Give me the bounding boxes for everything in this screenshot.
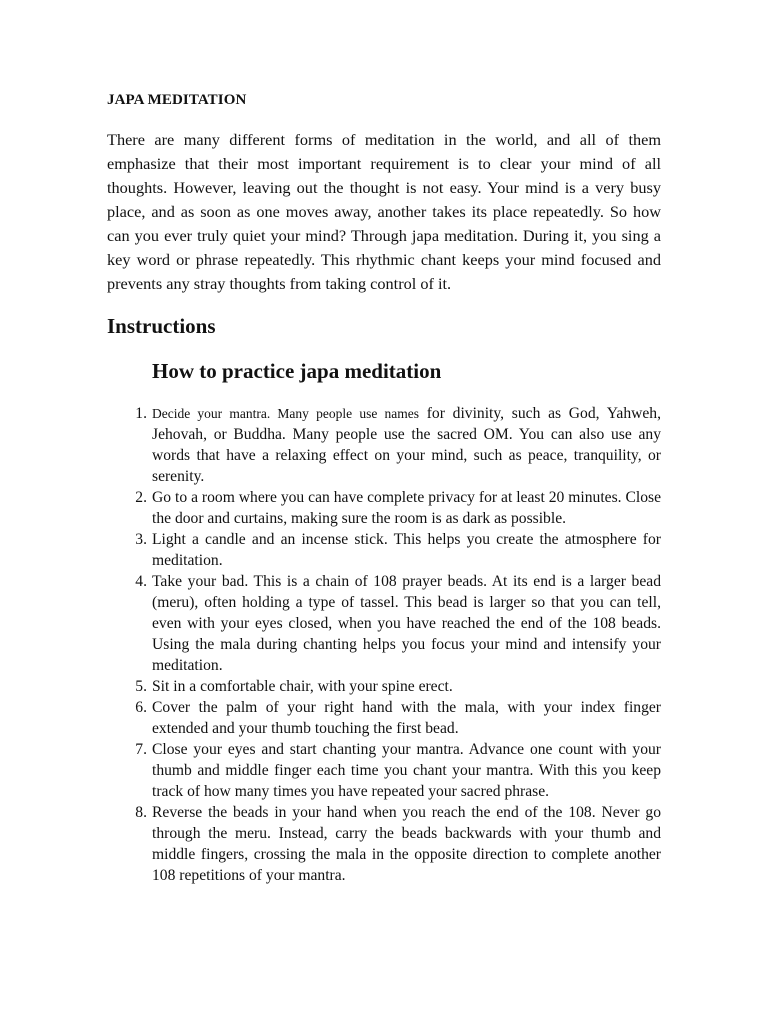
step-number: 5. bbox=[135, 678, 147, 695]
step-number: 3. bbox=[135, 531, 147, 548]
step-text: Sit in a comfortable chair, with your spine erect. bbox=[152, 678, 453, 695]
sub-heading: How to practice japa meditation bbox=[152, 359, 442, 383]
step-number: 8. bbox=[135, 804, 147, 821]
step-text: Cover the palm of your right hand with the mala, with your index finger extended and your thumb touching the first bead. bbox=[152, 699, 661, 737]
step-text: Reverse the beads in your hand when you reach the end of the 108. Never go through the meru. Instead, carry the beads backwards with your thumb and middle fingers, crossing the mala in the opposite direction to complete another 108 repetitions of your mantra. bbox=[152, 804, 661, 884]
step-text: Take your bad. This is a chain of 108 prayer beads. At its end is a larger bead (meru), often holding a type of tassel. This bead is larger so that you can tell, even with your eyes closed, when you have reached the end of the 108 beads. Using the mala during chanting helps you focus your mind and intensify your meditation. bbox=[152, 573, 661, 674]
steps-list bbox=[135, 403, 661, 886]
step-number: 4. bbox=[135, 573, 147, 590]
step-item bbox=[135, 571, 661, 676]
step-item bbox=[135, 529, 661, 571]
step-number: 7. bbox=[135, 741, 147, 758]
step-item bbox=[135, 802, 661, 886]
step-item bbox=[135, 403, 661, 487]
step-text: Go to a room where you can have complete privacy for at least 20 minutes. Close the door and curtains, making sure the room is as dark as possible. bbox=[152, 489, 661, 527]
step-text: Light a candle and an incense stick. This helps you create the atmosphere for meditation. bbox=[152, 531, 661, 569]
step-text: Close your eyes and start chanting your mantra. Advance one count with your thumb and middle finger each time you chant your mantra. With this you keep track of how many times you have repeated your sacred phrase. bbox=[152, 741, 661, 800]
step-number: 6. bbox=[135, 699, 147, 716]
step-item bbox=[135, 676, 661, 697]
step-lead-text: Decide your mantra. Many people use names bbox=[152, 406, 420, 421]
step-number: 2. bbox=[135, 489, 147, 506]
step-text: for divinity, such as God, Yahweh, Jehovah, or Buddha. Many people use the sacred OM. You can also use any words that have a relaxing effect on your mind, such as peace, tranquility, or serenity. bbox=[152, 405, 661, 485]
section-heading: Instructions bbox=[107, 314, 216, 338]
step-item bbox=[135, 739, 661, 802]
step-number: 1. bbox=[135, 405, 147, 422]
document-title: JAPA MEDITATION bbox=[107, 92, 247, 108]
intro-paragraph: There are many different forms of meditation in the world, and all of them emphasize that their most important requirement is to clear your mind of all thoughts. However, leaving out the thought is not easy. Your mind is a very busy place, and as soon as one moves away, another takes its place repeatedly. So how can you ever truly quiet your mind? Through japa meditation. During it, you sing a key word or phrase repeatedly. This rhythmic chant keeps your mind focused and prevents any stray thoughts from taking control of it. bbox=[107, 130, 661, 293]
step-item bbox=[135, 487, 661, 529]
step-item bbox=[135, 697, 661, 739]
